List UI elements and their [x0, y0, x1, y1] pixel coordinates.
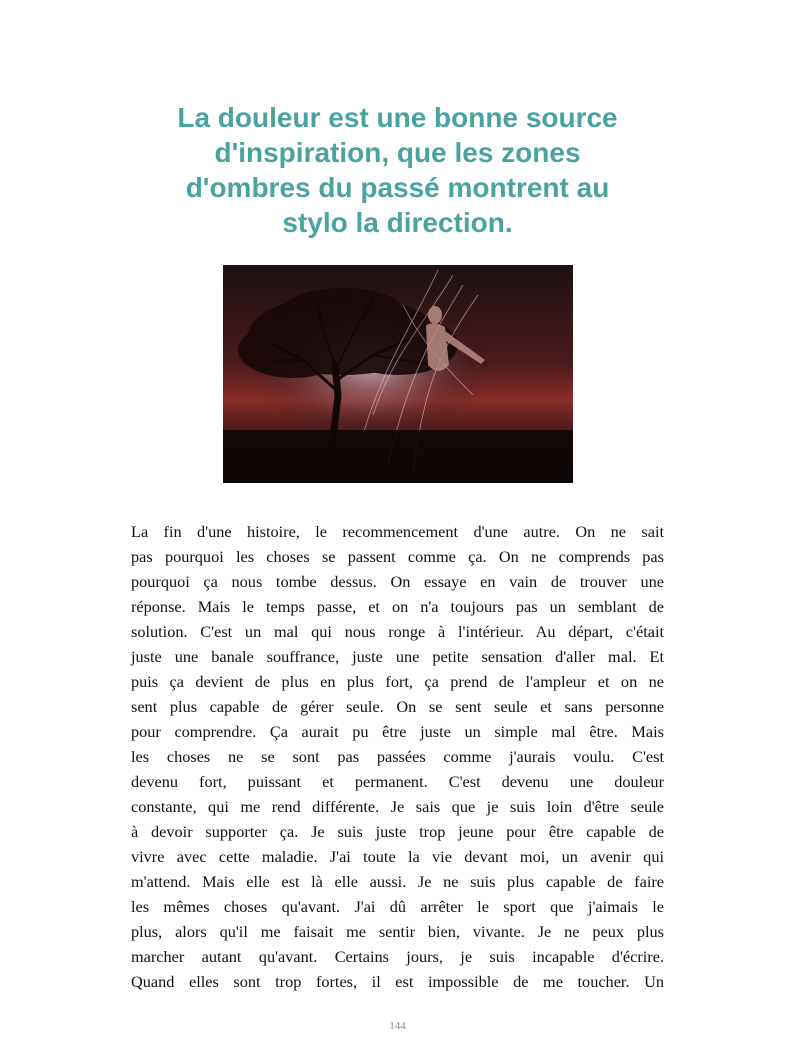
body-line: réponse. Mais le temps passe, et on n'a toujours pas un semblant de	[131, 597, 664, 616]
body-line: pas pourquoi les choses se passent comme ça. On ne comprends pas	[131, 547, 664, 566]
body-line: vivre avec cette maladie. J'ai toute la vie devant moi, un avenir qui	[131, 847, 664, 866]
body-line: constante, qui me rend différente. Je sais que je suis loin d'être seule	[131, 797, 664, 816]
page-title	[120, 100, 675, 240]
body-line: devenu fort, puissant et permanent. C'est devenu une douleur	[131, 772, 664, 791]
body-line: m'attend. Mais elle est là elle aussi. Je ne suis plus capable de faire	[131, 872, 664, 891]
body-line: les mêmes choses qu'avant. J'ai dû arrêter le sport que j'aimais le	[131, 897, 664, 916]
title-line: stylo la direction.	[282, 207, 513, 238]
body-paragraph	[131, 519, 664, 994]
title-line: d'ombres du passé montrent au	[185, 172, 610, 203]
body-line: Quand elles sont trop fortes, il est impossible de me toucher. Un	[131, 972, 664, 991]
body-line: pour comprendre. Ça aurait pu être juste un simple mal être. Mais	[131, 722, 664, 741]
body-line: à devoir supporter ça. Je suis juste trop jeune pour être capable de	[131, 822, 664, 841]
title-line: d'inspiration, que les zones	[214, 137, 581, 168]
page-number: 144	[389, 1020, 406, 1032]
body-line: pourquoi ça nous tombe dessus. On essaye en vain de trouver une	[131, 572, 664, 591]
body-line: les choses ne se sont pas passées comme j'aurais voulu. C'est	[131, 747, 664, 766]
tree-with-figure-image	[223, 265, 573, 483]
body-line: La fin d'une histoire, le recommencement d'une autre. On ne sait	[131, 522, 664, 541]
body-line: marcher autant qu'avant. Certains jours, je suis incapable d'écrire.	[131, 947, 664, 966]
body-line: sent plus capable de gérer seule. On se sent seule et sans personne	[131, 697, 664, 716]
body-line: puis ça devient de plus en plus fort, ça prend de l'ampleur et on ne	[131, 672, 664, 691]
body-line: juste une banale souffrance, juste une petite sensation d'aller mal. Et	[131, 647, 664, 666]
body-line: solution. C'est un mal qui nous ronge à l'intérieur. Au départ, c'était	[131, 622, 664, 641]
title-line: La douleur est une bonne source	[177, 102, 618, 133]
body-line: plus, alors qu'il me faisait me sentir bien, vivante. Je ne peux plus	[131, 922, 664, 941]
